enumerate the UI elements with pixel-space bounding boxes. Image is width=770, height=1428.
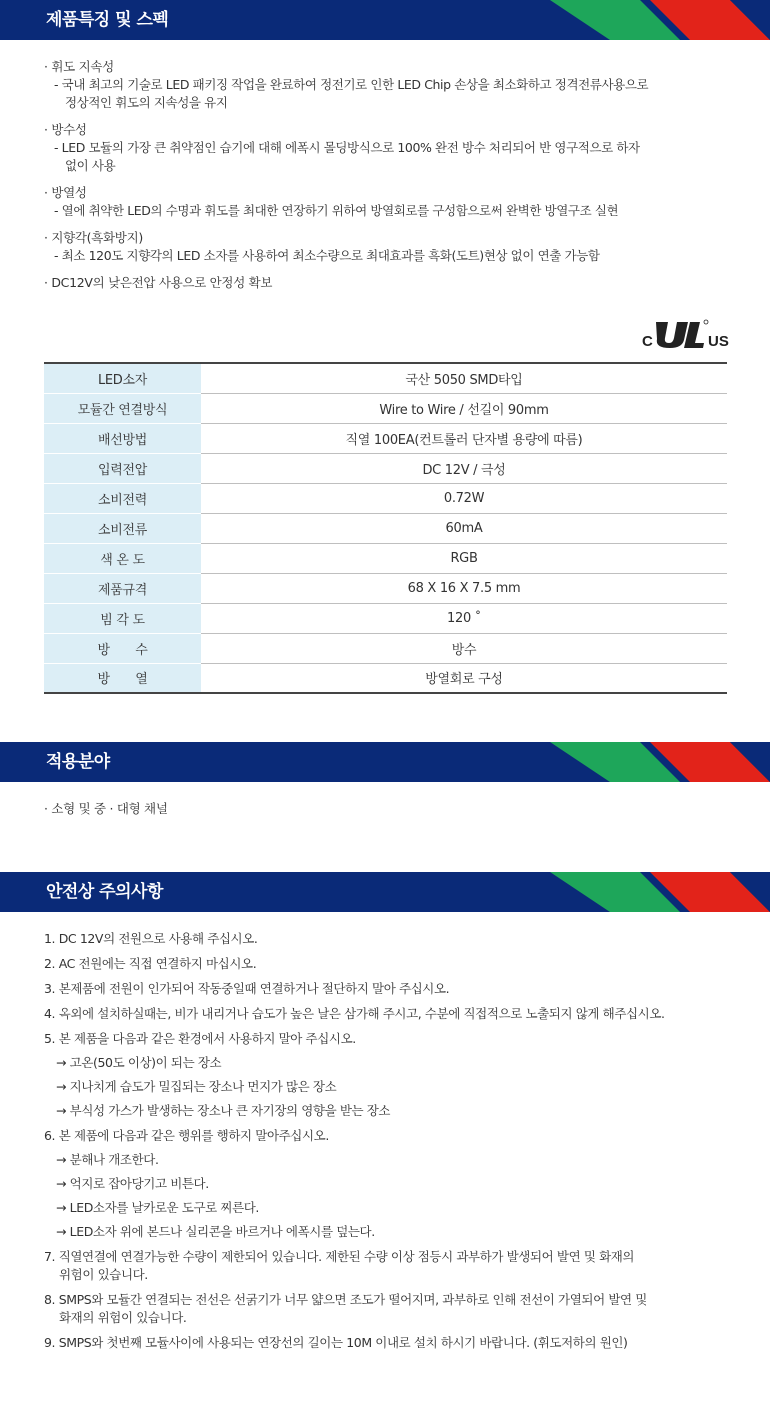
caution-subitem: → 지나치게 습도가 밀집되는 장소나 먼지가 많은 장소 xyxy=(56,1079,337,1094)
feature-desc-line: - LED 모듈의 가장 큰 취약점인 습기에 대해 에폭시 몰딩방식으로 100% 완전 방수 처리되어 반 영구적으로 하자 xyxy=(54,140,640,155)
caution-item xyxy=(44,1291,744,1327)
feature-title: · DC12V의 낮은전압 사용으로 안정성 확보 xyxy=(44,275,273,290)
caution-item-cont: 위험이 있습니다. xyxy=(59,1267,148,1282)
spec-key: 입력전압 xyxy=(44,453,201,483)
feature-desc-line: - 최소 120도 지향각의 LED 소자를 사용하여 최소수량으로 최대효과를 흑화(도트)현상 없이 연출 가능함 xyxy=(54,248,600,263)
feature-desc xyxy=(44,247,734,265)
caution-item: 2. AC 전원에는 직접 연결하지 마십시오. xyxy=(44,956,257,971)
caution-item-text: 8. SMPS와 모듈간 연결되는 전선은 선굵기가 너무 얇으면 조도가 떨어지며, 과부하로 인해 전선이 가열되어 발연 및 xyxy=(44,1292,647,1307)
table-row xyxy=(44,483,727,513)
caution-item: 1. DC 12V의 전원으로 사용해 주십시오. xyxy=(44,931,258,946)
spec-key: 제품규격 xyxy=(44,573,201,603)
cert-c: C xyxy=(642,333,653,350)
caution-item-text: 6. 본 제품에 다음과 같은 행위를 행하지 말아주십시오. xyxy=(44,1128,329,1143)
applications-text: · 소형 및 중 · 대형 채널 xyxy=(44,801,168,816)
spec-value: 0.72W xyxy=(201,483,727,513)
caution-subitem: → 부식성 가스가 발생하는 장소나 큰 자기장의 영향을 받는 장소 xyxy=(56,1103,391,1118)
apps-section-title: 적용분야 xyxy=(46,752,110,772)
feature-item xyxy=(44,58,734,112)
spec-key: 소비전력 xyxy=(44,483,201,513)
caution-item xyxy=(44,1127,744,1241)
caution-section-header xyxy=(0,872,770,912)
feature-desc-cont: 정상적인 휘도의 지속성을 유지 xyxy=(65,95,228,110)
table-row xyxy=(44,393,727,423)
feature-item xyxy=(44,229,734,265)
cert-us: US xyxy=(708,333,729,350)
spec-key: 빔 각 도 xyxy=(44,603,201,633)
caution-subitem: → 분해나 개조한다. xyxy=(56,1152,159,1167)
spec-value: 직열 100EA(컨트롤러 단자별 용량에 따름) xyxy=(201,423,727,453)
table-row xyxy=(44,633,727,663)
spec-value: 68 X 16 X 7.5 mm xyxy=(201,573,727,603)
caution-subitem: → LED소자 위에 본드나 실리콘을 바르거나 에폭시를 덮는다. xyxy=(56,1224,375,1239)
table-row xyxy=(44,453,727,483)
spec-value: 방수 xyxy=(201,633,727,663)
caution-sublist xyxy=(44,1151,744,1241)
caution-item xyxy=(44,1248,744,1284)
feature-title: · 방수성 xyxy=(44,122,87,137)
spec-key: LED소자 xyxy=(44,363,201,393)
spec-key: 소비전류 xyxy=(44,513,201,543)
table-row xyxy=(44,663,727,693)
apps-section-header xyxy=(0,742,770,782)
caution-item-cont: 화재의 위험이 있습니다. xyxy=(59,1310,187,1325)
caution-item: 4. 옥외에 설치하실때는, 비가 내리거나 습도가 높은 날은 삼가해 주시고, 수분에 직접적으로 노출되지 않게 해주십시오. xyxy=(44,1006,665,1021)
spec-table xyxy=(44,362,727,694)
table-row xyxy=(44,573,727,603)
feature-item xyxy=(44,121,734,175)
caution-subitem: → 고온(50도 이상)이 되는 장소 xyxy=(56,1055,222,1070)
spec-value: RGB xyxy=(201,543,727,573)
spec-key: 방 수 xyxy=(44,633,201,663)
ul-certification-logo xyxy=(640,316,730,350)
caution-section-title: 안전상 주의사항 xyxy=(46,882,163,902)
spec-value: 방열회로 구성 xyxy=(201,663,727,693)
spec-section-title: 제품특징 및 스펙 xyxy=(46,10,169,30)
caution-item-text: 7. 직열연결에 연결가능한 수량이 제한되어 있습니다. 제한된 수량 이상 점등시 과부하가 발생되어 발연 및 화재의 xyxy=(44,1249,635,1264)
caution-item-text: 5. 본 제품을 다음과 같은 환경에서 사용하지 말아 주십시오. xyxy=(44,1031,356,1046)
caution-sublist xyxy=(44,1054,744,1120)
caution-list xyxy=(44,930,744,1359)
caution-item: 9. SMPS와 첫번째 모듈사이에 사용되는 연장선의 길이는 10M 이내로 설치 하시기 바랍니다. (휘도저하의 원인) xyxy=(44,1335,628,1350)
feature-desc-line: - 국내 최고의 기술로 LED 패키징 작업을 완료하여 정전기로 인한 LED Chip 손상을 최소화하고 정격전류사용으로 xyxy=(54,77,649,92)
feature-desc xyxy=(44,76,734,112)
spec-key: 색 온 도 xyxy=(44,543,201,573)
header-stripe-icon xyxy=(550,742,770,782)
spec-value: DC 12V / 극성 xyxy=(201,453,727,483)
spec-value: 120 ˚ xyxy=(201,603,727,633)
feature-item xyxy=(44,274,734,292)
table-row xyxy=(44,363,727,393)
feature-desc-cont: 없이 사용 xyxy=(65,158,116,173)
feature-desc-line: - 열에 취약한 LED의 수명과 휘도를 최대한 연장하기 위하여 방열회로를 구성함으로써 완벽한 방열구조 실현 xyxy=(54,203,619,218)
spec-section-header xyxy=(0,0,770,40)
spec-key: 배선방법 xyxy=(44,423,201,453)
spec-key: 방 열 xyxy=(44,663,201,693)
spec-key: 모듈간 연결방식 xyxy=(44,393,201,423)
feature-desc xyxy=(44,139,734,175)
header-stripe-icon xyxy=(550,0,770,40)
header-stripe-icon xyxy=(550,872,770,912)
feature-desc xyxy=(44,202,734,220)
table-row xyxy=(44,543,727,573)
caution-subitem: → LED소자를 날카로운 도구로 찌른다. xyxy=(56,1200,260,1215)
feature-item xyxy=(44,184,734,220)
caution-item xyxy=(44,1030,744,1120)
table-row xyxy=(44,423,727,453)
spec-value: 국산 5050 SMD타입 xyxy=(201,363,727,393)
caution-item: 3. 본제품에 전원이 인가되어 작동중일때 연결하거나 절단하지 말아 주십시오. xyxy=(44,981,450,996)
spec-value: 60mA xyxy=(201,513,727,543)
feature-title: · 휘도 지속성 xyxy=(44,59,114,74)
table-row xyxy=(44,513,727,543)
feature-list xyxy=(44,58,734,301)
caution-subitem: → 억지로 잡아당기고 비튼다. xyxy=(56,1176,209,1191)
table-row xyxy=(44,603,727,633)
feature-title: · 방열성 xyxy=(44,185,87,200)
spec-value: Wire to Wire / 선길이 90mm xyxy=(201,393,727,423)
feature-title: · 지향각(흑화방지) xyxy=(44,230,143,245)
